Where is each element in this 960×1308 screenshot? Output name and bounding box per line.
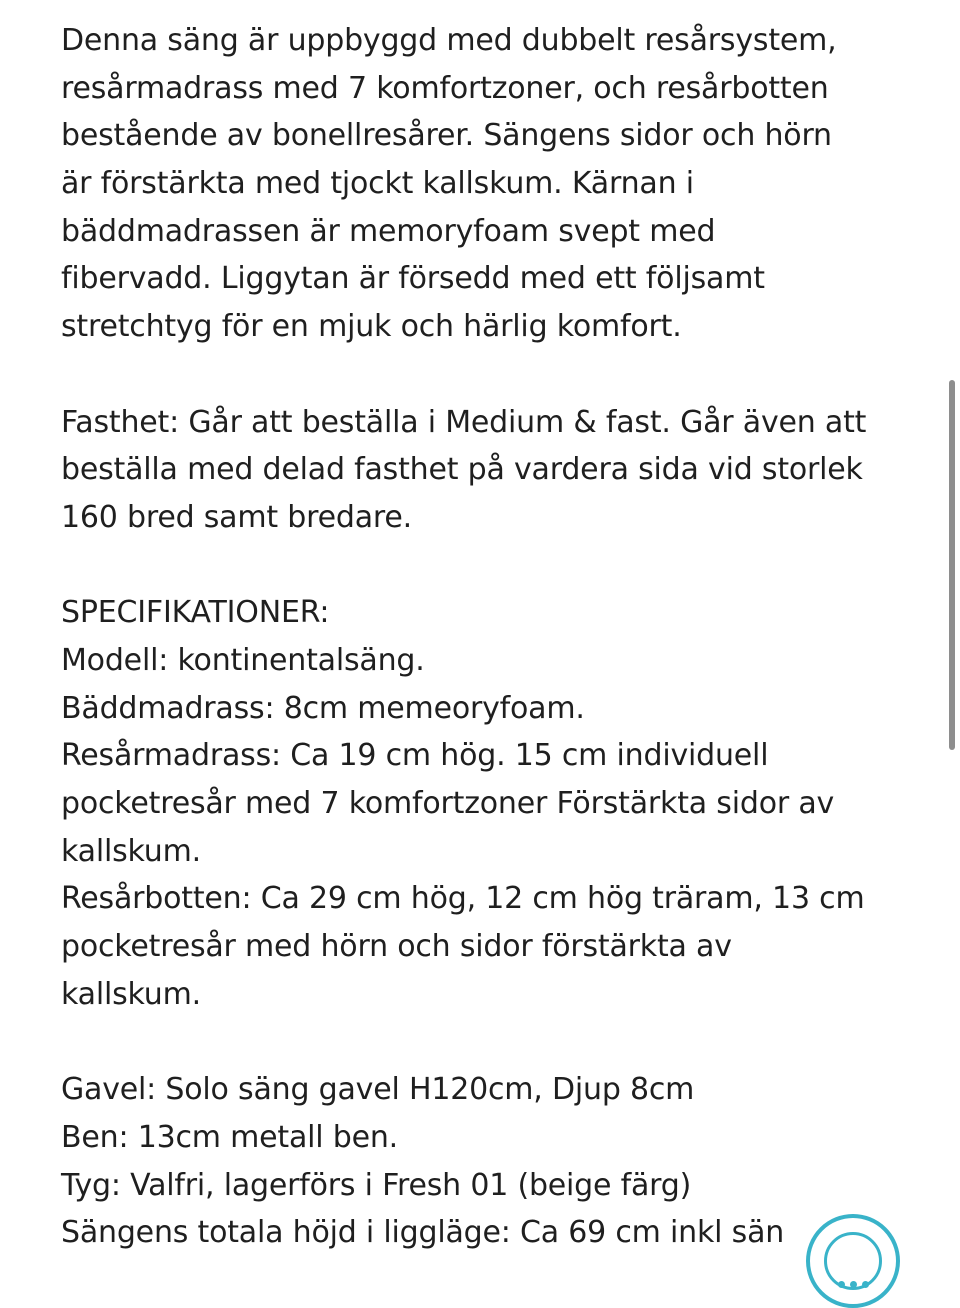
spec-line: pocketresår med hörn och sidor förstärkta av (61, 929, 732, 965)
dot (838, 1281, 845, 1288)
description-line: resårmadrass med 7 komfortzoner, och resårbotten (61, 70, 829, 106)
description-line: bäddmadrassen är memoryfoam svept med (61, 213, 716, 249)
paragraph-gap (61, 1018, 921, 1066)
description-line: Denna säng är uppbyggd med dubbelt resårsystem, (61, 23, 837, 58)
firmness-line: beställa med delad fasthet på vardera sida vid storlek (61, 452, 863, 488)
product-description (61, 17, 921, 1257)
paragraph-gap (61, 542, 921, 590)
dot (862, 1281, 869, 1288)
firmness-line: 160 bred samt bredare. (61, 499, 412, 535)
chat-button[interactable] (806, 1214, 900, 1308)
description-line: fibervadd. Liggytan är försedd med ett följsamt (61, 261, 765, 297)
specifications-heading: SPECIFIKATIONER: (61, 595, 330, 631)
firmness-line: Fasthet: Går att beställa i Medium & fast. Går även att (61, 404, 867, 440)
paragraph-gap (61, 351, 921, 399)
spec-line: Gavel: Solo säng gavel H120cm, Djup 8cm (61, 1072, 695, 1108)
spec-line: Sängens totala höjd i liggläge: Ca 69 cm inkl sän (61, 1215, 785, 1251)
dot (850, 1281, 857, 1288)
spec-line: Tyg: Valfri, lagerförs i Fresh 01 (beige färg) (61, 1167, 692, 1203)
description-line: stretchtyg för en mjuk och härlig komfort. (61, 309, 682, 345)
spec-line: kallskum. (61, 976, 201, 1012)
spec-line: Resårbotten: Ca 29 cm hög, 12 cm hög träram, 13 cm (61, 881, 865, 917)
scrollbar[interactable] (949, 380, 955, 750)
description-line: är förstärkta med tjockt kallskum. Kärnan i (61, 166, 694, 202)
description-line: bestående av bonellresårer. Sängens sidor och hörn (61, 118, 832, 154)
spec-line: kallskum. (61, 833, 201, 869)
spec-line: Modell: kontinentalsäng. (61, 642, 425, 678)
more-dots-icon (824, 1232, 882, 1290)
spec-line: Ben: 13cm metall ben. (61, 1119, 399, 1155)
spec-line: pocketresår med 7 komfortzoner Förstärkta sidor av (61, 786, 835, 821)
spec-line: Resårmadrass: Ca 19 cm hög. 15 cm individuell (61, 738, 769, 774)
spec-line: Bäddmadrass: 8cm memeoryfoam. (61, 690, 585, 726)
